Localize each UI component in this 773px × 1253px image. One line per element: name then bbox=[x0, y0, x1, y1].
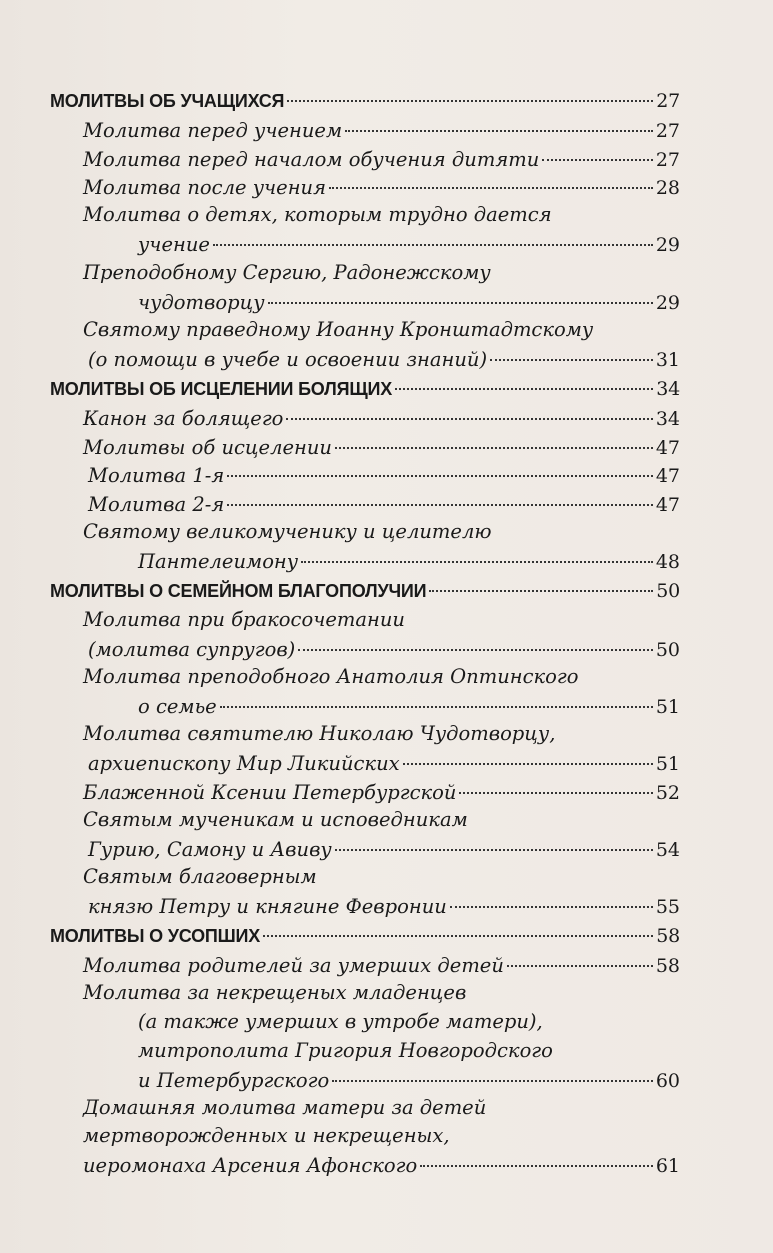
page-number: 50 bbox=[656, 580, 680, 603]
dot-leader bbox=[403, 744, 653, 766]
entry-text: и Петербургского bbox=[138, 1068, 330, 1092]
entry-text: князю Петру и княгине Февронии bbox=[88, 895, 447, 919]
entry-text: Святому великомученику и целителю bbox=[83, 519, 492, 543]
entry-text: (о помощи в учебе и освоении знаний) bbox=[88, 347, 488, 371]
entry-text: Домашняя молитва матери за детей bbox=[83, 1095, 487, 1119]
entry-text: Святым благоверным bbox=[83, 865, 317, 889]
entry-text: Гурию, Самону и Авиву bbox=[88, 837, 332, 861]
toc-entry bbox=[50, 663, 680, 720]
dot-leader bbox=[332, 1060, 653, 1082]
entry-text: митрополита Григория Новгородского bbox=[138, 1038, 553, 1062]
dot-leader bbox=[286, 399, 652, 421]
page-number: 47 bbox=[655, 465, 680, 488]
page-number: 50 bbox=[655, 638, 680, 661]
page-number: 51 bbox=[655, 695, 680, 718]
entry-text: Молитва родителей за умерших детей bbox=[83, 954, 504, 978]
entry-text: мертворожденных и некрещеных, bbox=[83, 1124, 450, 1148]
toc-entry bbox=[50, 173, 680, 202]
dot-leader bbox=[420, 1146, 653, 1168]
dot-leader bbox=[287, 82, 653, 102]
toc-entry bbox=[50, 259, 680, 316]
entry-text: Канон за болящего bbox=[83, 407, 284, 431]
toc-entry bbox=[50, 777, 680, 806]
dot-leader bbox=[429, 572, 653, 592]
page-number: 55 bbox=[655, 896, 680, 919]
dot-leader bbox=[213, 225, 653, 247]
entry-text: Преподобному Сергию, Радонежскому bbox=[83, 260, 491, 284]
entry-line bbox=[50, 1065, 680, 1094]
toc-entry bbox=[50, 806, 680, 863]
page-number: 27 bbox=[656, 90, 680, 112]
dot-leader bbox=[268, 282, 653, 304]
entry-text: учение bbox=[138, 233, 210, 257]
entry-text: (а также умерших в утробе матери), bbox=[138, 1010, 543, 1033]
page-number: 29 bbox=[655, 291, 680, 314]
entry-text: (молитва супругов) bbox=[88, 637, 296, 661]
dot-leader bbox=[301, 542, 653, 564]
entry-line bbox=[50, 777, 680, 806]
dot-leader bbox=[395, 370, 653, 390]
entry-text: Молитва при бракосочетании bbox=[83, 607, 405, 631]
entry-line bbox=[50, 547, 680, 576]
entry-text: о семье bbox=[138, 694, 217, 718]
dot-leader bbox=[220, 686, 653, 708]
page-number: 54 bbox=[655, 838, 680, 861]
dot-leader bbox=[227, 456, 653, 478]
toc-entry bbox=[50, 979, 680, 1093]
entry-line bbox=[50, 979, 680, 1008]
dot-leader bbox=[263, 917, 653, 937]
entry-line bbox=[50, 287, 680, 316]
section-heading-line bbox=[50, 577, 680, 606]
toc-entry bbox=[50, 720, 680, 777]
entry-text: Пантелеимону bbox=[138, 550, 299, 573]
dot-leader bbox=[298, 629, 653, 651]
page-number: 61 bbox=[655, 1155, 680, 1178]
page-number: 58 bbox=[656, 925, 680, 948]
entry-text: Молитва святителю Николаю Чудотворцу, bbox=[83, 722, 556, 746]
dot-leader bbox=[335, 829, 653, 851]
page-number: 58 bbox=[655, 955, 680, 978]
section-title: МОЛИТВЫ О УСОПШИХ bbox=[50, 926, 261, 947]
dot-leader bbox=[345, 111, 653, 133]
page-number: 34 bbox=[655, 408, 680, 431]
page-number: 29 bbox=[655, 234, 680, 257]
entry-text: Молитва после учения bbox=[83, 176, 327, 200]
page-number: 51 bbox=[655, 753, 680, 776]
dot-leader bbox=[490, 339, 653, 361]
table-of-contents bbox=[50, 85, 680, 1180]
entry-line bbox=[50, 1094, 680, 1123]
dot-leader bbox=[542, 139, 653, 161]
entry-text: Молитва 1-я bbox=[88, 464, 225, 488]
dot-leader bbox=[450, 887, 653, 909]
entry-text: Молитва перед началом обучения дитяти bbox=[83, 147, 540, 171]
entry-text: Молитва о детях, которым трудно дается bbox=[83, 203, 552, 227]
entry-line bbox=[50, 173, 680, 202]
entry-line bbox=[50, 1151, 680, 1180]
toc-entry bbox=[50, 518, 680, 575]
page-number: 27 bbox=[655, 148, 680, 171]
toc-entry bbox=[50, 489, 680, 518]
entry-text: Молитва за некрещеных младенцев bbox=[83, 981, 467, 1005]
page-number: 52 bbox=[655, 781, 680, 804]
entry-line bbox=[50, 1008, 680, 1037]
section-title: МОЛИТВЫ ОБ ИСЦЕЛЕНИИ БОЛЯЩИХ bbox=[50, 378, 393, 399]
entry-text: чудотворцу bbox=[138, 290, 265, 314]
entry-text: Молитва перед учением bbox=[83, 119, 343, 143]
entry-text: Молитва 2-я bbox=[88, 492, 225, 516]
toc-entry bbox=[50, 606, 680, 663]
entry-line bbox=[50, 489, 680, 518]
entry-line bbox=[50, 691, 680, 720]
page-number: 48 bbox=[655, 551, 680, 573]
toc-entry bbox=[50, 201, 680, 258]
dot-leader bbox=[507, 946, 653, 968]
entry-text: Молитва преподобного Анатолия Оптинского bbox=[83, 664, 579, 688]
toc-entry bbox=[50, 863, 680, 920]
entry-line bbox=[50, 230, 680, 259]
entry-text: Молитвы об исцелении bbox=[83, 435, 332, 459]
dot-leader bbox=[227, 484, 653, 506]
entry-line bbox=[50, 634, 680, 663]
entry-text: архиепископу Мир Ликийских bbox=[88, 752, 400, 776]
page-number: 60 bbox=[655, 1069, 680, 1092]
page-number: 28 bbox=[655, 177, 680, 200]
section-title: МОЛИТВЫ ОБ УЧАЩИХСЯ bbox=[50, 91, 285, 111]
entry-text: иеромонаха Арсения Афонского bbox=[83, 1154, 418, 1178]
dot-leader bbox=[459, 772, 652, 794]
page-number: 47 bbox=[655, 493, 680, 516]
toc-entry bbox=[50, 1094, 680, 1180]
entry-line bbox=[50, 892, 680, 921]
entry-line bbox=[50, 951, 680, 980]
entry-text: Святому праведному Иоанну Кронштадтскому bbox=[83, 317, 594, 341]
toc-section bbox=[50, 577, 680, 606]
entry-text: Святым мученикам и исповедникам bbox=[83, 807, 468, 831]
toc-entry bbox=[50, 951, 680, 980]
section-title: МОЛИТВЫ О СЕМЕЙНОМ БЛАГОПОЛУЧИИ bbox=[50, 581, 427, 602]
page-number: 31 bbox=[655, 348, 680, 371]
dot-leader bbox=[335, 427, 653, 449]
toc-entry bbox=[50, 316, 680, 373]
dot-leader bbox=[329, 168, 653, 190]
page-number: 34 bbox=[656, 377, 680, 400]
entry-text: Блаженной Ксении Петербургской bbox=[83, 780, 457, 804]
page-number: 47 bbox=[655, 436, 680, 459]
entry-line bbox=[50, 344, 680, 373]
entry-line bbox=[50, 834, 680, 863]
page-number: 27 bbox=[655, 120, 680, 143]
